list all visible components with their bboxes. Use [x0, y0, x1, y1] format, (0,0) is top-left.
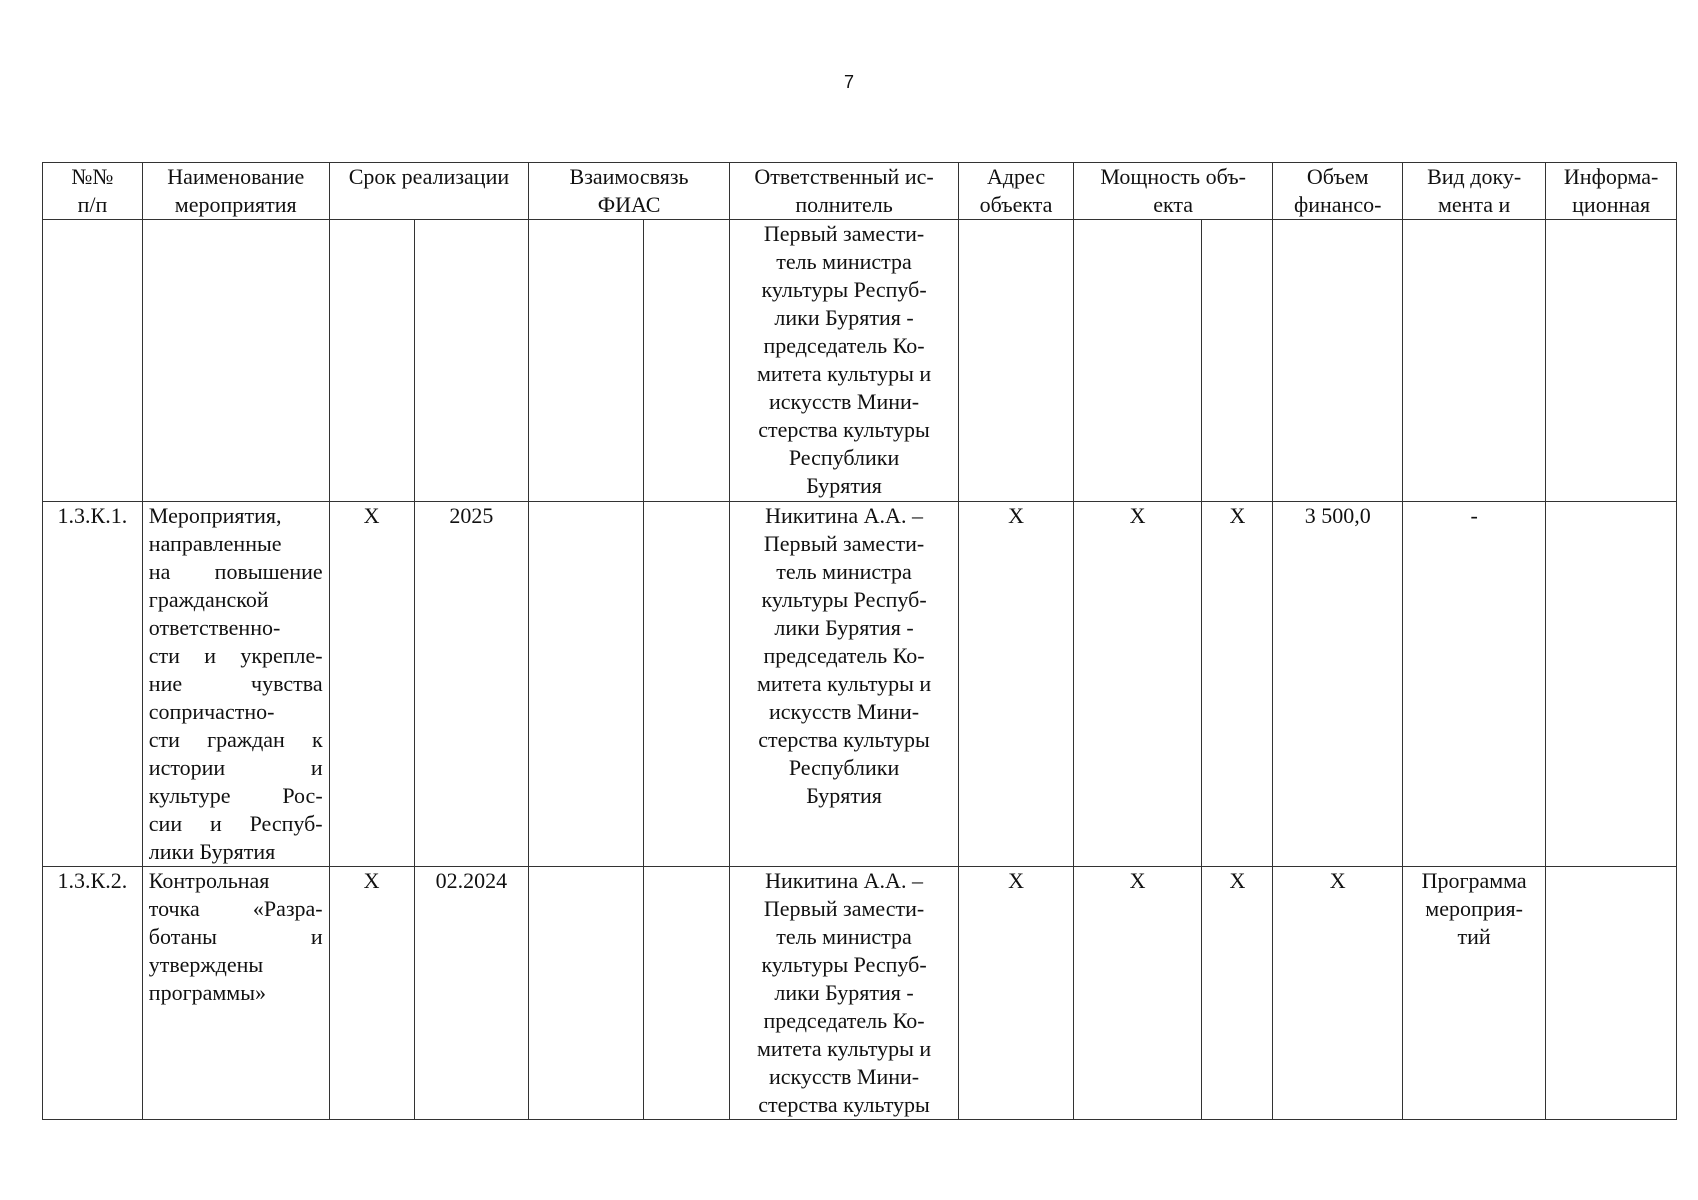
name-line: направленные [148, 531, 282, 556]
header-responsible [729, 163, 958, 220]
text-line: Срок реализации [348, 164, 510, 189]
header-power [1073, 163, 1273, 220]
name-line: сти граждан к [148, 727, 323, 752]
header-term [329, 163, 529, 220]
text-line: объекта [979, 192, 1053, 217]
name-line: ние чувства [148, 671, 323, 696]
cell-fias-a [529, 502, 644, 867]
text-line: Бурятия [806, 473, 882, 498]
cell-responsible [729, 502, 958, 867]
text-line: п/п [77, 192, 108, 217]
name-line: утверждены [148, 952, 264, 977]
text-line: мероприя- [1425, 896, 1523, 921]
cell-responsible [729, 867, 958, 1120]
text-line: мента и [1437, 192, 1511, 217]
text-line: Республики [788, 445, 900, 470]
text-line: Никитина А.А. – [765, 868, 923, 893]
page-number: 7 [843, 72, 854, 92]
name-line: сти и укрепле- [148, 643, 323, 668]
text-line: Бурятия [806, 783, 882, 808]
text-line: искусств Мини- [768, 389, 920, 414]
text-line: тель министра [776, 249, 912, 274]
text-line: председатель Ко- [763, 643, 925, 668]
name-line: Мероприятия, [148, 503, 282, 528]
text-line: Взаимосвязь [569, 164, 689, 189]
cell-num: 1.3.К.2. [43, 867, 143, 1120]
table-row [43, 867, 1677, 1120]
header-address [959, 163, 1074, 220]
text-line: стерства культуры [758, 1092, 930, 1117]
text-line: культуры Респуб- [761, 952, 927, 977]
header-name [142, 163, 329, 220]
activities-table [42, 162, 1677, 1120]
text-line: искусств Мини- [768, 699, 920, 724]
cell-term-start: X [329, 867, 414, 1120]
cell-responsible [729, 220, 958, 502]
cell-fias-b [643, 867, 729, 1120]
cell-info [1546, 502, 1677, 867]
cell-num [43, 220, 143, 502]
cell-name [142, 502, 329, 867]
text-line: Первый замести- [763, 531, 925, 556]
cell-num: 1.3.К.1. [43, 502, 143, 867]
text-line: Первый замести- [763, 896, 925, 921]
name-line: сопричастно- [148, 699, 275, 724]
text-line: ФИАС [597, 192, 661, 217]
text-line: лики Бурятия - [774, 615, 914, 640]
name-line: точка «Разра- [148, 896, 323, 921]
text-line: Республики [788, 755, 900, 780]
cell-volume [1273, 220, 1403, 502]
table-header-row [43, 163, 1677, 220]
text-line: полнитель [795, 192, 893, 217]
name-line: истории и [148, 755, 323, 780]
name-line: Контрольная [148, 868, 270, 893]
header-fias [529, 163, 730, 220]
cell-fias-b [643, 502, 729, 867]
header-doc [1402, 163, 1545, 220]
cell-doc [1402, 502, 1545, 867]
name-line: ботаны и [148, 924, 323, 949]
cell-address [959, 220, 1074, 502]
text-line: Никитина А.А. – [765, 503, 923, 528]
cell-fias-b [643, 220, 729, 502]
cell-power-a [1073, 220, 1201, 502]
text-line: финансо- [1293, 192, 1382, 217]
table-row [43, 502, 1677, 867]
cell-term-start [329, 220, 414, 502]
cell-term-start: X [329, 502, 414, 867]
name-line: на повышение [148, 559, 323, 584]
text-line: мероприятия [174, 192, 297, 217]
cell-name [142, 867, 329, 1120]
text-line: Первый замести- [763, 221, 925, 246]
text-line: Информа- [1563, 164, 1659, 189]
name-line: культуре Рос- [148, 783, 323, 808]
cell-power-b [1202, 220, 1273, 502]
cell-power-b: X [1202, 867, 1273, 1120]
header-volume [1273, 163, 1403, 220]
cell-power-a: X [1073, 502, 1201, 867]
cell-name [142, 220, 329, 502]
text-line: тель министра [776, 924, 912, 949]
text-line: тий [1457, 924, 1491, 949]
text-line: Программа [1421, 868, 1527, 893]
text-line: ционная [1572, 192, 1651, 217]
text-line: екта [1153, 192, 1194, 217]
text-line: №№ [71, 164, 114, 189]
name-line: сии и Респуб- [148, 811, 323, 836]
cell-volume: X [1273, 867, 1403, 1120]
cell-fias-a [529, 220, 644, 502]
text-line: стерства культуры [758, 727, 930, 752]
cell-doc [1402, 220, 1545, 502]
cell-fias-a [529, 867, 644, 1120]
header-info [1546, 163, 1677, 220]
name-line: программы» [148, 980, 266, 1005]
text-line: Ответственный ис- [754, 164, 934, 189]
text-line: Мощность объ- [1100, 164, 1246, 189]
text-line: митета культуры и [756, 671, 932, 696]
text-line: стерства культуры [758, 417, 930, 442]
cell-address: X [959, 502, 1074, 867]
cell-term-end [414, 220, 529, 502]
text-line: культуры Респуб- [761, 587, 927, 612]
cell-term-end: 2025 [414, 502, 529, 867]
cell-info [1546, 867, 1677, 1120]
text-line: Наименование [167, 164, 305, 189]
text-line: председатель Ко- [763, 1008, 925, 1033]
cell-doc [1402, 867, 1545, 1120]
text-line: митета культуры и [756, 1036, 932, 1061]
continuation-row [43, 220, 1677, 502]
cell-power-b: X [1202, 502, 1273, 867]
text-line: Вид доку- [1427, 164, 1522, 189]
cell-info [1546, 220, 1677, 502]
text-line: - [1470, 503, 1478, 528]
text-line: лики Бурятия - [774, 980, 914, 1005]
text-line: председатель Ко- [763, 333, 925, 358]
text-line: культуры Респуб- [761, 277, 927, 302]
text-line: искусств Мини- [768, 1064, 920, 1089]
text-line: Объем [1306, 164, 1369, 189]
text-line: лики Бурятия - [774, 305, 914, 330]
cell-volume: 3 500,0 [1273, 502, 1403, 867]
text-line: митета культуры и [756, 361, 932, 386]
text-line: тель министра [776, 559, 912, 584]
cell-address: X [959, 867, 1074, 1120]
header-num [43, 163, 143, 220]
text-line: Адрес [986, 164, 1046, 189]
name-line: ответственно- [148, 615, 281, 640]
cell-term-end: 02.2024 [414, 867, 529, 1120]
cell-power-a: X [1073, 867, 1201, 1120]
name-line: гражданской [148, 587, 269, 612]
name-line: лики Бурятия [148, 839, 276, 864]
